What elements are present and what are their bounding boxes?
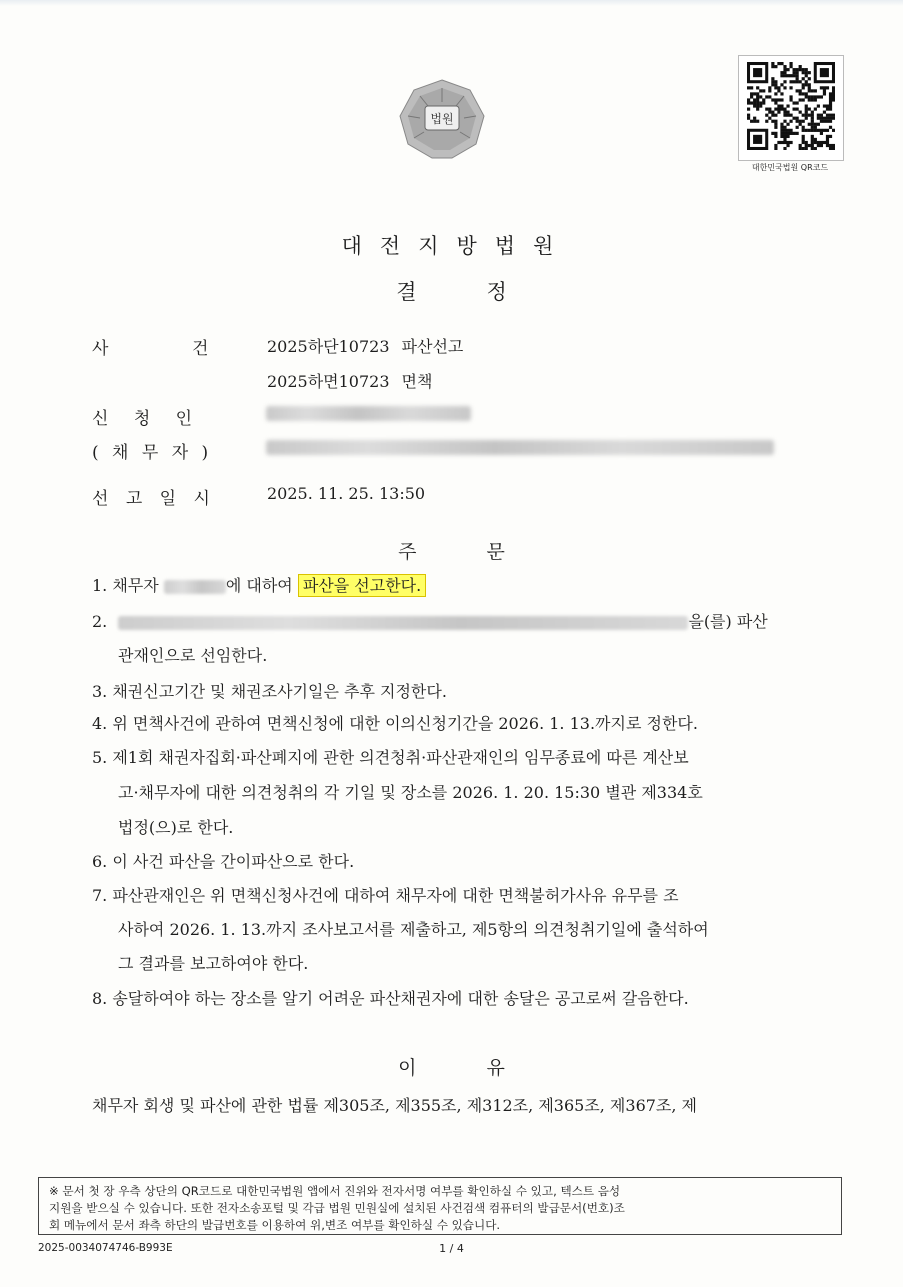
order-item-4: 4. 위 면책사건에 관하여 면책신청에 대한 이의신청기간을 2026. 1. 13.까지로 정한다. [92,714,698,733]
issue-number: 2025-0034074746-B993E [38,1242,173,1254]
order-item-3: 3. 채권신고기간 및 채권조사기일은 추후 지정한다. [92,682,447,701]
order-item-7-line-2: 사하여 2026. 1. 13.까지 조사보고서를 제출하고, 제5항의 의견청취기일에 출석하여 [118,920,709,939]
case-label: 사 건 [92,339,209,359]
verification-notice: ※ 문서 첫 장 우측 상단의 QR코드로 대한민국법원 앱에서 진위와 전자서명 여부를 확인하실 수 있고, 텍스트 음성 지원을 받으실 수 있습니다. 또한 전자소송포털 및 각급 법원 민원실에 설치된 사건검색 컴퓨터의 발급문서(번호)조 회 메뉴에서 문서 좌측 하단의 발급번호를 이용하여 위,변조 여부를 확인하실 수 있습니다. [38,1177,842,1235]
order-heading: 주 문 [398,541,505,563]
debtor-label: ( 채 무 자 ) [92,443,213,463]
court-emblem-icon [396,78,488,160]
debtor-name-redacted [164,580,226,594]
reason-text: 채무자 회생 및 파산에 관한 법률 제305조, 제355조, 제312조, 제365조, 제367조, 제 [92,1096,698,1115]
order-item-5-line-2: 고·채무자에 대한 의견청취의 각 기일 및 장소를 2026. 1. 20. 15:30 별관 제334호 [118,783,703,802]
case-row-1: 2025하단10723 파산선고 [267,337,464,356]
order-item-1: 1. 채무자 에 대하여 파산을 선고한다. [92,573,426,596]
order-item-2-cont: 관재인으로 선임한다. [118,646,268,665]
order-item-8: 8. 송달하여야 하는 장소를 알기 어려운 파산채권자에 대한 송달은 공고로써 갈음한다. [92,989,689,1008]
debtor-address-redacted [266,440,774,455]
order-item-2: 2. 을(를) 파산 [92,612,768,631]
order-item-7-line-3: 그 결과를 보고하여야 한다. [118,954,309,973]
order-item-6: 6. 이 사건 파산을 간이파산으로 한다. [92,852,355,871]
court-name: 대전지방법원 [341,234,572,258]
trustee-redacted [118,616,688,630]
applicant-label: 신 청 인 [92,409,203,429]
reason-heading: 이 유 [398,1057,505,1079]
declaration-date: 2025. 11. 25. 13:50 [267,484,426,503]
document-title: 결 정 [396,280,507,304]
applicant-name-redacted [266,406,471,421]
highlighted-ruling: 파산을 선고한다. [298,574,426,597]
page-number: 1 / 4 [439,1242,464,1255]
qr-code[interactable] [738,55,844,161]
qr-caption: 대한민국법원 QR코드 [751,163,829,172]
case-row-2: 2025하면10723 면책 [267,372,433,391]
svg-text:법원: 법원 [430,112,454,126]
order-item-7-line-1: 7. 파산관재인은 위 면책신청사건에 대하여 채무자에 대한 면책불허가사유 유무를 조 [92,886,679,905]
date-label: 선 고 일 시 [92,489,216,509]
order-item-5-line-3: 법정(으)로 한다. [118,818,234,837]
order-item-5-line-1: 5. 제1회 채권자집회·파산폐지에 관한 의견청취·파산관재인의 임무종료에 따른 계산보 [92,748,689,767]
